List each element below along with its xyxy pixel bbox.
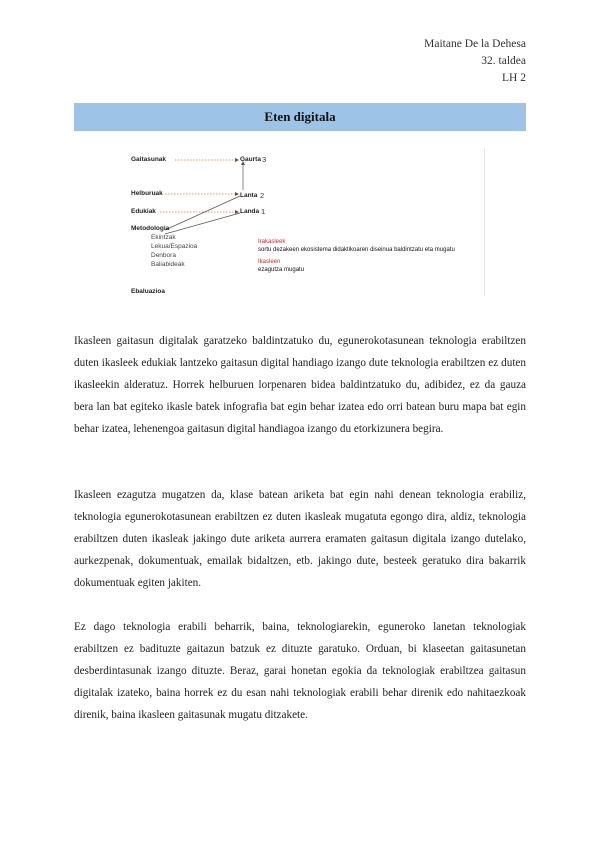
diagram-note-irakasleak-text: sortu dezakeen ekosistema didaktikoaren diseinua baldintzatu eta mugatu <box>258 247 455 253</box>
body-paragraph-2: Ikasleen ezagutza mugatzen da, klase batean ariketa bat egin nahi denean teknologia erabiliz, teknologia egunerokotasunean erabiltzen ez duten ikasleak mugatuta egongo dira, aldiz, teknologia erabiltzen duten ikasleak jakingo dute ariketa aurrera eramaten gaitasun digitala izango dutelako, aurkezpenak, dokumentuak, emailak bidaltzen, etb. jakingo dute, besteek geratuko dira bakarrik dokumentuak egiten jakiten. <box>74 489 526 589</box>
diagram-label-gaitasunak: Gaitasunak <box>131 156 167 163</box>
diagram-label-gaurta: Gaurta <box>240 156 261 163</box>
diagram-note-ikasleak: Ikasleen <box>258 259 281 265</box>
connector-metodologia-landa <box>165 213 240 234</box>
document-title-bar <box>74 103 526 131</box>
diagram-connectors <box>125 148 485 296</box>
diagram-label-edukiak: Edukiak <box>131 208 156 215</box>
body-paragraph-1: Ikasleen gaitasun digitalak garatzeko baldintzatuko du, egunerokotasunean teknologia erabiltzen duten ikasleek edukiak lantzeko gaitasun digital handiago izango dute teknologia erabiltzen ez duten ikasleekin alderatuz. Horrek helburuen lorpenaren bidea baldintzatuko du, adibidez, ez da gauza bera lan bat egiteko ikasle batek infografia bat egin behar izatea edo orri batean buru mapa bat egin behar izatea, lehenengoa gaitasun digital handiagoa izango du etorkizunera begira. <box>74 335 526 435</box>
diagram-label-lanta: Lanta <box>240 192 258 199</box>
diagram-note-irakasleak: Irakasleek <box>258 239 286 245</box>
diagram-sublabel-3: Denbora <box>151 252 176 259</box>
body-paragraph-3: Ez dago teknologia erabili beharrik, baina, teknologiarekin, eguneroko lanetan teknologiak erabiltzen ez badituzte gaitazun batzuk ez dituzte garatuko. Orduan, bi klaseetan gaitasunetan desberdintasunak izango dituzte. Beraz, garai honetan egokia da teknologiak erabiltzea gaitasun digitalak izateko, baina horrek ez du esan nahi teknologiak erabili behar direnik edo nahitaezkoak direnik, baina ikasleen gaitasunak mugatu ditzakete. <box>74 621 526 721</box>
diagram-label-landa: Landa <box>240 208 260 215</box>
diagram-right-border <box>484 148 485 296</box>
diagram-label-ebaluazioa: Ebaluazioa <box>131 288 165 295</box>
diagram-number-2: 2 <box>260 191 265 200</box>
course-code: LH 2 <box>502 72 526 84</box>
document-title: Eten digitala <box>264 109 336 124</box>
page-header <box>424 36 526 87</box>
diagram-sublabel-2: Lekua/Espazioa <box>151 243 198 250</box>
diagram-image <box>125 148 485 296</box>
diagram-sublabel-1: Ekintzak <box>151 234 176 241</box>
author-name: Maitane De la Dehesa <box>424 38 526 50</box>
diagram-note-ikasleak-text: ezagutza mugatu <box>258 267 305 273</box>
diagram-label-metodologia: Metodologia <box>131 225 170 232</box>
diagram-sublabel-4: Baliabideak <box>151 261 185 268</box>
diagram-label-helburuak: Helburuak <box>131 190 163 197</box>
group-label: 32. taldea <box>481 55 526 67</box>
connector-metodologia-lanta <box>165 196 240 230</box>
diagram-number-1: 1 <box>261 207 266 216</box>
arrowhead-gaitasunak <box>235 158 239 162</box>
diagram-number-3: 3 <box>262 155 267 164</box>
arrowhead-helburuak <box>235 192 239 196</box>
